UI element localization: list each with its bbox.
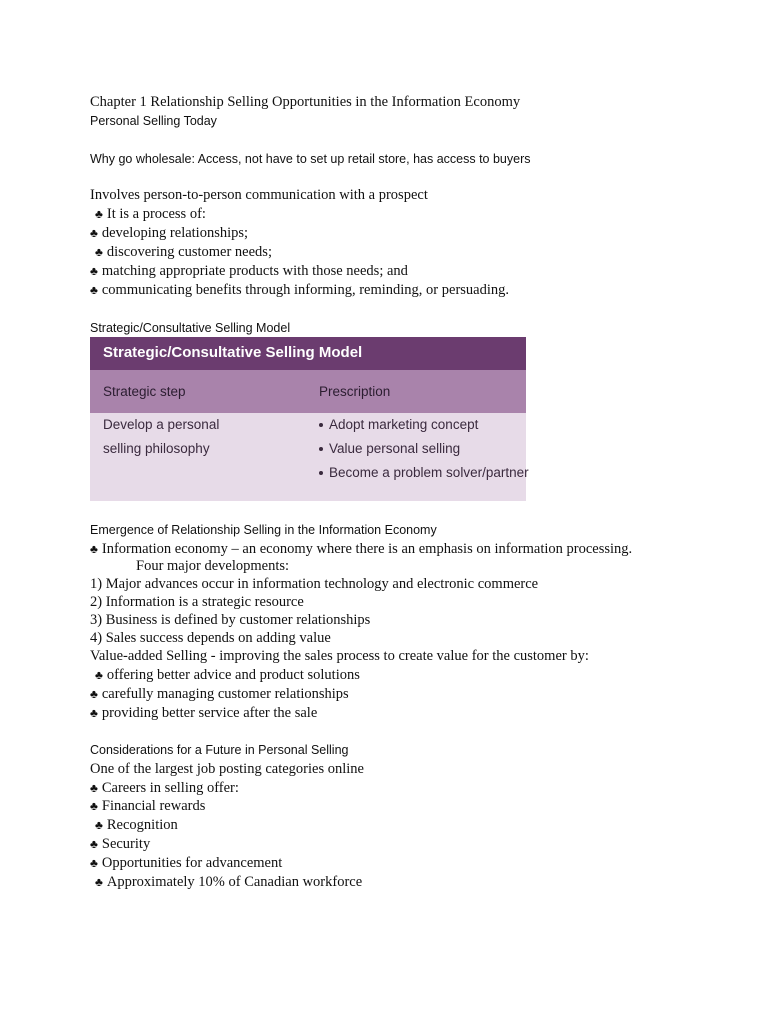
considerations-heading: Considerations for a Future in Personal Selling <box>90 743 349 757</box>
club-bullet-icon: ♣ <box>90 226 98 240</box>
list-item: ♣ Recognition <box>95 817 178 833</box>
club-bullet-icon: ♣ <box>90 856 98 870</box>
column-header-step: Strategic step <box>103 384 186 399</box>
bullet-dot-icon <box>319 447 323 451</box>
list-item: ♣ providing better service after the sale <box>90 705 318 721</box>
table-body-row <box>90 413 529 501</box>
list-item: ♣ matching appropriate products with those needs; and <box>90 263 408 279</box>
club-bullet-icon: ♣ <box>90 781 98 795</box>
development-item: 1) Major advances occur in information technology and electronic commerce <box>90 576 539 592</box>
list-item: ♣ developing relationships; <box>90 225 249 241</box>
involves-line: Involves person-to-person communication with a prospect <box>90 187 428 203</box>
club-bullet-icon: ♣ <box>95 207 103 221</box>
list-item: ♣ Opportunities for advancement <box>90 855 283 871</box>
list-item: ♣ Financial rewards <box>90 798 206 814</box>
list-item: ♣ offering better advice and product solutions <box>95 667 360 683</box>
club-bullet-icon: ♣ <box>90 283 98 297</box>
club-bullet-icon: ♣ <box>95 668 103 682</box>
list-item: ♣ communicating benefits through informing, reminding, or persuading. <box>90 282 510 298</box>
value-added-line: Value-added Selling - improving the sales process to create value for the customer by: <box>90 648 589 664</box>
club-bullet-icon: ♣ <box>95 875 103 889</box>
chapter-title: Chapter 1 Relationship Selling Opportunities in the Information Economy <box>90 94 521 110</box>
emergence-heading: Emergence of Relationship Selling in the Information Economy <box>90 523 437 537</box>
club-bullet-icon: ♣ <box>90 687 98 701</box>
model-heading: Strategic/Consultative Selling Model <box>90 321 291 335</box>
club-bullet-icon: ♣ <box>90 264 98 278</box>
development-item: 2) Information is a strategic resource <box>90 594 304 610</box>
list-item: ♣ Security <box>90 836 151 852</box>
list-item: ♣ discovering customer needs; <box>95 244 272 260</box>
development-item: 4) Sales success depends on adding value <box>90 630 331 646</box>
column-header-prescription: Prescription <box>319 384 391 399</box>
bullet-dot-icon <box>319 471 323 475</box>
list-item: ♣ Careers in selling offer: <box>90 780 239 796</box>
table-title: Strategic/Consultative Selling Model <box>103 344 363 361</box>
list-item: ♣ Information economy – an economy where there is an emphasis on information processing. <box>90 541 633 557</box>
wholesale-line: Why go wholesale: Access, not have to set up retail store, has access to buyers <box>90 152 531 166</box>
list-item: ♣ It is a process of: <box>95 206 206 222</box>
prescription-cell <box>319 413 529 485</box>
list-item: ♣ carefully managing customer relationships <box>90 686 349 702</box>
prescription-item: Become a problem solver/partner <box>319 461 529 485</box>
step-cell: Develop a personal selling philosophy <box>103 417 220 456</box>
list-item: ♣ Approximately 10% of Canadian workforce <box>95 874 363 890</box>
prescription-item: Value personal selling <box>319 437 529 461</box>
table-header-row <box>90 370 526 413</box>
club-bullet-icon: ♣ <box>90 706 98 720</box>
table-title-bar <box>90 337 526 370</box>
club-bullet-icon: ♣ <box>90 837 98 851</box>
club-bullet-icon: ♣ <box>95 245 103 259</box>
club-bullet-icon: ♣ <box>90 799 98 813</box>
job-posting-line: One of the largest job posting categories online <box>90 761 364 777</box>
four-major-line: Four major developments: <box>136 558 290 574</box>
bullet-dot-icon <box>319 423 323 427</box>
club-bullet-icon: ♣ <box>95 818 103 832</box>
selling-model-table <box>90 337 529 501</box>
prescription-item: Adopt marketing concept <box>319 413 529 437</box>
club-bullet-icon: ♣ <box>90 542 98 556</box>
development-item: 3) Business is defined by customer relationships <box>90 612 371 628</box>
heading-personal-selling: Personal Selling Today <box>90 114 217 128</box>
